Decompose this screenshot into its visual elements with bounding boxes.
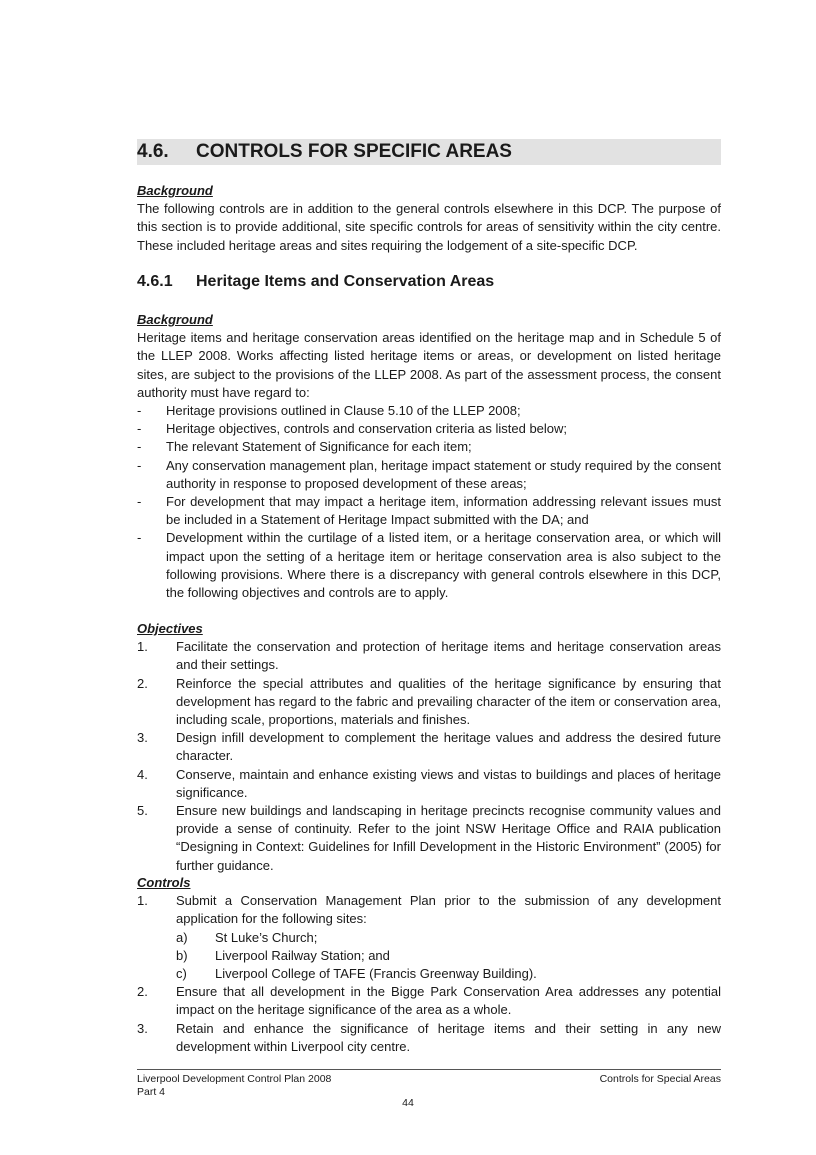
- controls-block: [137, 874, 721, 1056]
- footer-chapter-title: Controls for Special Areas: [599, 1073, 721, 1085]
- section-number: 4.6.: [137, 141, 169, 162]
- list-item-text: Heritage provisions outlined in Clause 5.10 of the LLEP 2008;: [166, 403, 521, 419]
- background-heading: Background: [137, 312, 213, 327]
- number-marker: 2.: [137, 675, 148, 691]
- subsection-number: 4.6.1: [137, 273, 173, 290]
- list-item: [137, 675, 721, 730]
- list-item: [137, 457, 721, 493]
- number-marker: 3.: [137, 730, 148, 746]
- number-marker: 4.: [137, 766, 148, 782]
- list-item-text: Ensure new buildings and landscaping in heritage precincts recognise community values and provide a sense of continuity. Refer to the joint NSW Heritage Office and RAIA publication “Designing in Context: Guidelines for Infill Development in the Historic Environment” (2005) for further guidance.: [176, 803, 721, 873]
- number-marker: 5.: [137, 803, 148, 819]
- list-item-text: Design infill development to complement the heritage values and address the desired future character.: [176, 730, 721, 764]
- number-marker: 1.: [137, 639, 148, 655]
- list-item: [137, 529, 721, 602]
- subsection-title: Heritage Items and Conservation Areas: [196, 273, 495, 290]
- list-item: [137, 638, 721, 674]
- footer-divider: [137, 1069, 721, 1070]
- list-item-text: For development that may impact a heritage item, information addressing relevant issues must be included in a Statement of Heritage Impact submitted with the DA; and: [166, 494, 721, 528]
- sub-list-item-text: St Luke’s Church;: [215, 929, 318, 945]
- list-item: [137, 493, 721, 529]
- letter-marker: b): [176, 947, 188, 963]
- objectives-block: [137, 620, 721, 875]
- bullet-marker: -: [137, 457, 142, 473]
- background-text: Heritage items and heritage conservation areas identified on the heritage map and in Schedule 5 of the LLEP 2008. Works affecting listed heritage items or areas, or development on listed heritage sites, are subject to the provisions of the LLEP 2008. As part of the assessment process, the consent authority must have regard to:: [137, 330, 721, 400]
- bullet-marker: -: [137, 403, 142, 419]
- list-item-text: Ensure that all development in the Bigge Park Conservation Area addresses any potential impact on the heritage significance of the area as a whole.: [176, 984, 721, 1018]
- list-item: [137, 892, 721, 928]
- number-marker: 1.: [137, 893, 148, 909]
- number-marker: 3.: [137, 1020, 148, 1036]
- number-marker: 2.: [137, 984, 148, 1000]
- list-item-text: Reinforce the special attributes and qualities of the heritage significance by ensuring that development has regard to the fabric and prevailing character of the item or conservation area, including scale, proportions, materials and finishes.: [176, 675, 721, 728]
- bullet-marker: -: [137, 530, 142, 546]
- intro-block: [137, 182, 721, 255]
- footer-right: [421, 1073, 721, 1086]
- sub-list-item: [176, 947, 721, 965]
- letter-marker: a): [176, 929, 188, 945]
- list-item: [137, 438, 721, 456]
- list-item-text: Development within the curtilage of a listed item, or a heritage conservation area, or which will impact upon the setting of a heritage item or heritage conservation area is also subject to the following provisions. Where there is a discrepancy with general controls elsewhere in this DCP, the following objectives and controls are to apply.: [166, 530, 721, 601]
- list-item: [137, 766, 721, 802]
- sub-list-item: [176, 965, 721, 983]
- footer-document-title: Liverpool Development Control Plan 2008: [137, 1073, 332, 1085]
- sub-list-item-text: Liverpool College of TAFE (Francis Greenway Building).: [215, 966, 537, 982]
- list-item: [137, 402, 721, 420]
- list-item: [137, 420, 721, 438]
- page-number: 44: [402, 1097, 414, 1109]
- list-item-text: Facilitate the conservation and protection of heritage items and heritage conservation areas and their settings.: [176, 639, 721, 673]
- section-heading: [137, 139, 721, 165]
- list-item: [137, 1020, 721, 1056]
- subsection-heading: [137, 273, 494, 291]
- list-item-text: Heritage objectives, controls and conservation criteria as listed below;: [166, 421, 568, 437]
- list-item-text: Conserve, maintain and enhance existing views and vistas to buildings and places of heritage significance.: [176, 766, 721, 800]
- intro-heading: Background: [137, 183, 213, 198]
- objectives-heading: Objectives: [137, 621, 203, 636]
- list-item-text: The relevant Statement of Significance for each item;: [166, 439, 472, 455]
- letter-marker: c): [176, 966, 187, 982]
- background-block: [137, 311, 721, 602]
- footer-part: Part 4: [137, 1086, 166, 1098]
- list-item: [137, 802, 721, 875]
- list-item-text: Retain and enhance the significance of heritage items and their setting in any new development within Liverpool city centre.: [176, 1020, 721, 1054]
- list-item-text: Any conservation management plan, heritage impact statement or study required by the consent authority in response to proposed development of these areas;: [166, 457, 721, 491]
- intro-text: The following controls are in addition to the general controls elsewhere in this DCP. The purpose of this section is to provide additional, site specific controls for areas of sensitivity within the city centre. These included heritage areas and sites requiring the lodgement of a site-specific DCP.: [137, 201, 721, 253]
- list-item: [137, 983, 721, 1019]
- controls-heading: Controls: [137, 875, 191, 890]
- bullet-marker: -: [137, 421, 142, 437]
- bullet-marker: -: [137, 494, 142, 510]
- sub-list-item: [176, 929, 721, 947]
- list-item: [137, 729, 721, 765]
- section-title: CONTROLS FOR SPECIFIC AREAS: [196, 141, 512, 162]
- bullet-marker: -: [137, 439, 142, 455]
- sub-list-item-text: Liverpool Railway Station; and: [215, 947, 390, 963]
- list-item-text: Submit a Conservation Management Plan prior to the submission of any development application for the following sites:: [176, 893, 721, 927]
- footer-left: [137, 1073, 331, 1099]
